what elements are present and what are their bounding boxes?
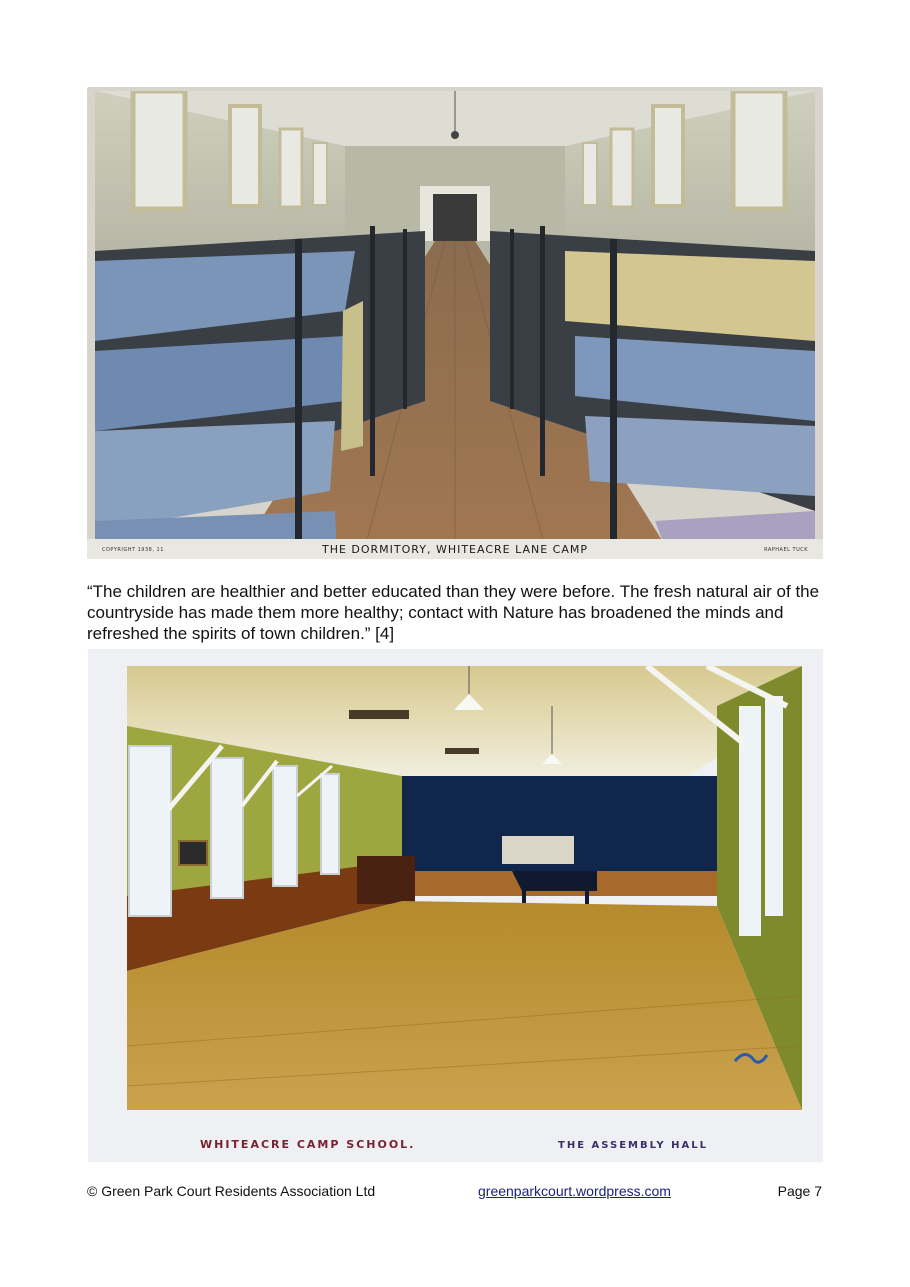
assembly-hall-photo — [88, 649, 823, 1162]
dormitory-photo — [87, 87, 823, 559]
page-footer — [87, 1183, 823, 1201]
footer-copyright: © Green Park Court Residents Association Ltd — [87, 1183, 376, 1199]
dormitory-image — [95, 91, 815, 559]
assembly-hall-caption-title: THE ASSEMBLY HALL — [558, 1140, 708, 1151]
assembly-hall-image — [127, 666, 802, 1110]
dormitory-publisher-mark: RAPHAEL TUCK — [764, 547, 808, 553]
footer-page-number: Page 7 — [777, 1183, 822, 1199]
quote-paragraph: “The children are healthier and better educated than they were before. The fresh natural air of the countryside has made them more healthy; contact with Nature has broadened the minds and refreshed the spirits of town children.” [4] — [87, 582, 820, 643]
footer-website-link[interactable]: greenparkcourt.wordpress.com — [478, 1183, 671, 1199]
dormitory-copyright-mark: COPYRIGHT 1938, 11 — [102, 547, 164, 553]
dormitory-caption: THE DORMITORY, WHITEACRE LANE CAMP — [321, 543, 589, 556]
assembly-hall-caption-school: WHITEACRE CAMP SCHOOL. — [200, 1138, 416, 1151]
